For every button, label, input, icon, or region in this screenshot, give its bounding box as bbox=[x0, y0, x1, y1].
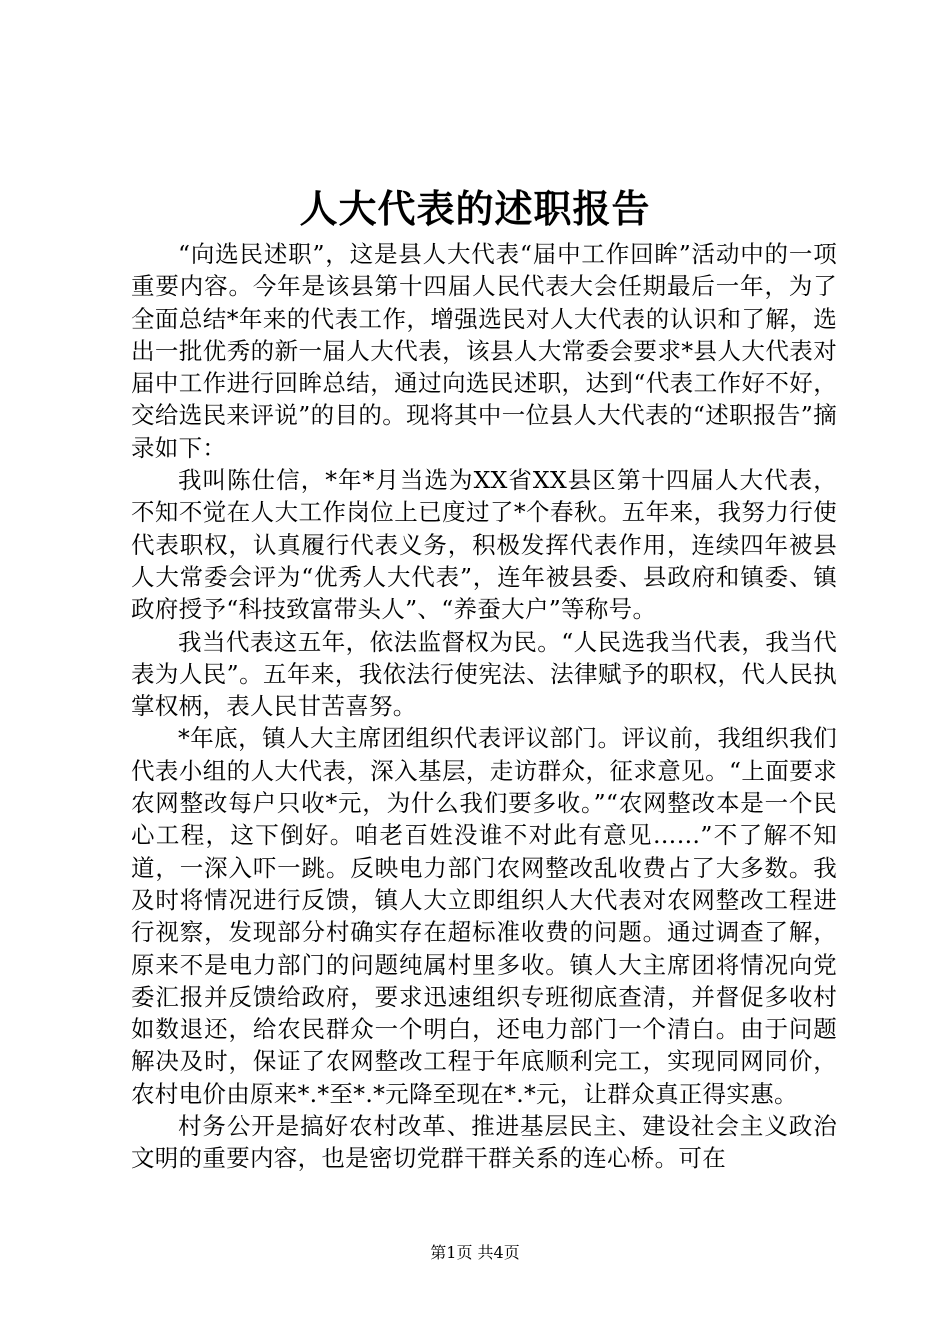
paragraph: 我当代表这五年，依法监督权为民。“人民选我当代表，我当代表为人民”。五年来，我依法行使宪法、法律赋予的职权，代人民执掌权柄，表人民甘苦喜努。 bbox=[131, 627, 837, 721]
paragraph: 村务公开是搞好农村改革、推进基层民主、建设社会主义政治文明的重要内容，也是密切党群干群关系的连心桥。可在 bbox=[131, 1112, 837, 1173]
paragraph: *年底，镇人大主席团组织代表评议部门。评议前，我组织我们代表小组的人大代表，深入基层，走访群众，征求意见。“上面要求农网整改每户只收*元，为什么我们要多收。”“农网整改本是一个民心工程，这下倒好。咱老百姓没谁不对此有意见……”不了解不知道，一深入吓一跳。反映电力部门农网整改乱收费占了大多数。我及时将情况进行反馈，镇人大立即组织人大代表对农网整改工程进行视察，发现部分村确实存在超标准收费的问题。通过调查了解，原来不是电力部门的问题纯属村里多收。镇人大主席团将情况向党委汇报并反馈给政府，要求迅速组织专班彻底查清，并督促多收村如数退还，给农民群众一个明白，还电力部门一个清白。由于问题解决及时，保证了农网整改工程于年底顺利完工，实现同网同价，农村电价由原来*.*至*.*元降至现在*.*元，让群众真正得实惠。 bbox=[131, 724, 837, 1108]
document-body bbox=[131, 238, 837, 1175]
page-footer: 第1页 共4页 bbox=[430, 1243, 520, 1262]
document-title: 人大代表的述职报告 bbox=[299, 186, 651, 231]
paragraph: 我叫陈仕信，*年*月当选为XX省XX县区第十四届人大代表，不知不觉在人大工作岗位上已度过了*个春秋。五年来，我努力行使代表职权，认真履行代表义务，积极发挥代表作用，连续四年被县人大常委会评为“优秀人大代表”，连年被县委、县政府和镇委、镇政府授予“科技致富带头人”、“养蚕大户”等称号。 bbox=[131, 466, 837, 624]
paragraph: “向选民述职”，这是县人大代表“届中工作回眸”活动中的一项重要内容。今年是该县第十四届人民代表大会任期最后一年，为了全面总结*年来的代表工作，增强选民对人大代表的认识和了解，选出一批优秀的新一届人大代表，该县人大常委会要求*县人大代表对届中工作进行回眸总结，通过向选民述职，达到“代表工作好不好，交给选民来评说”的目的。现将其中一位县人大代表的“述职报告”摘录如下： bbox=[131, 240, 837, 462]
